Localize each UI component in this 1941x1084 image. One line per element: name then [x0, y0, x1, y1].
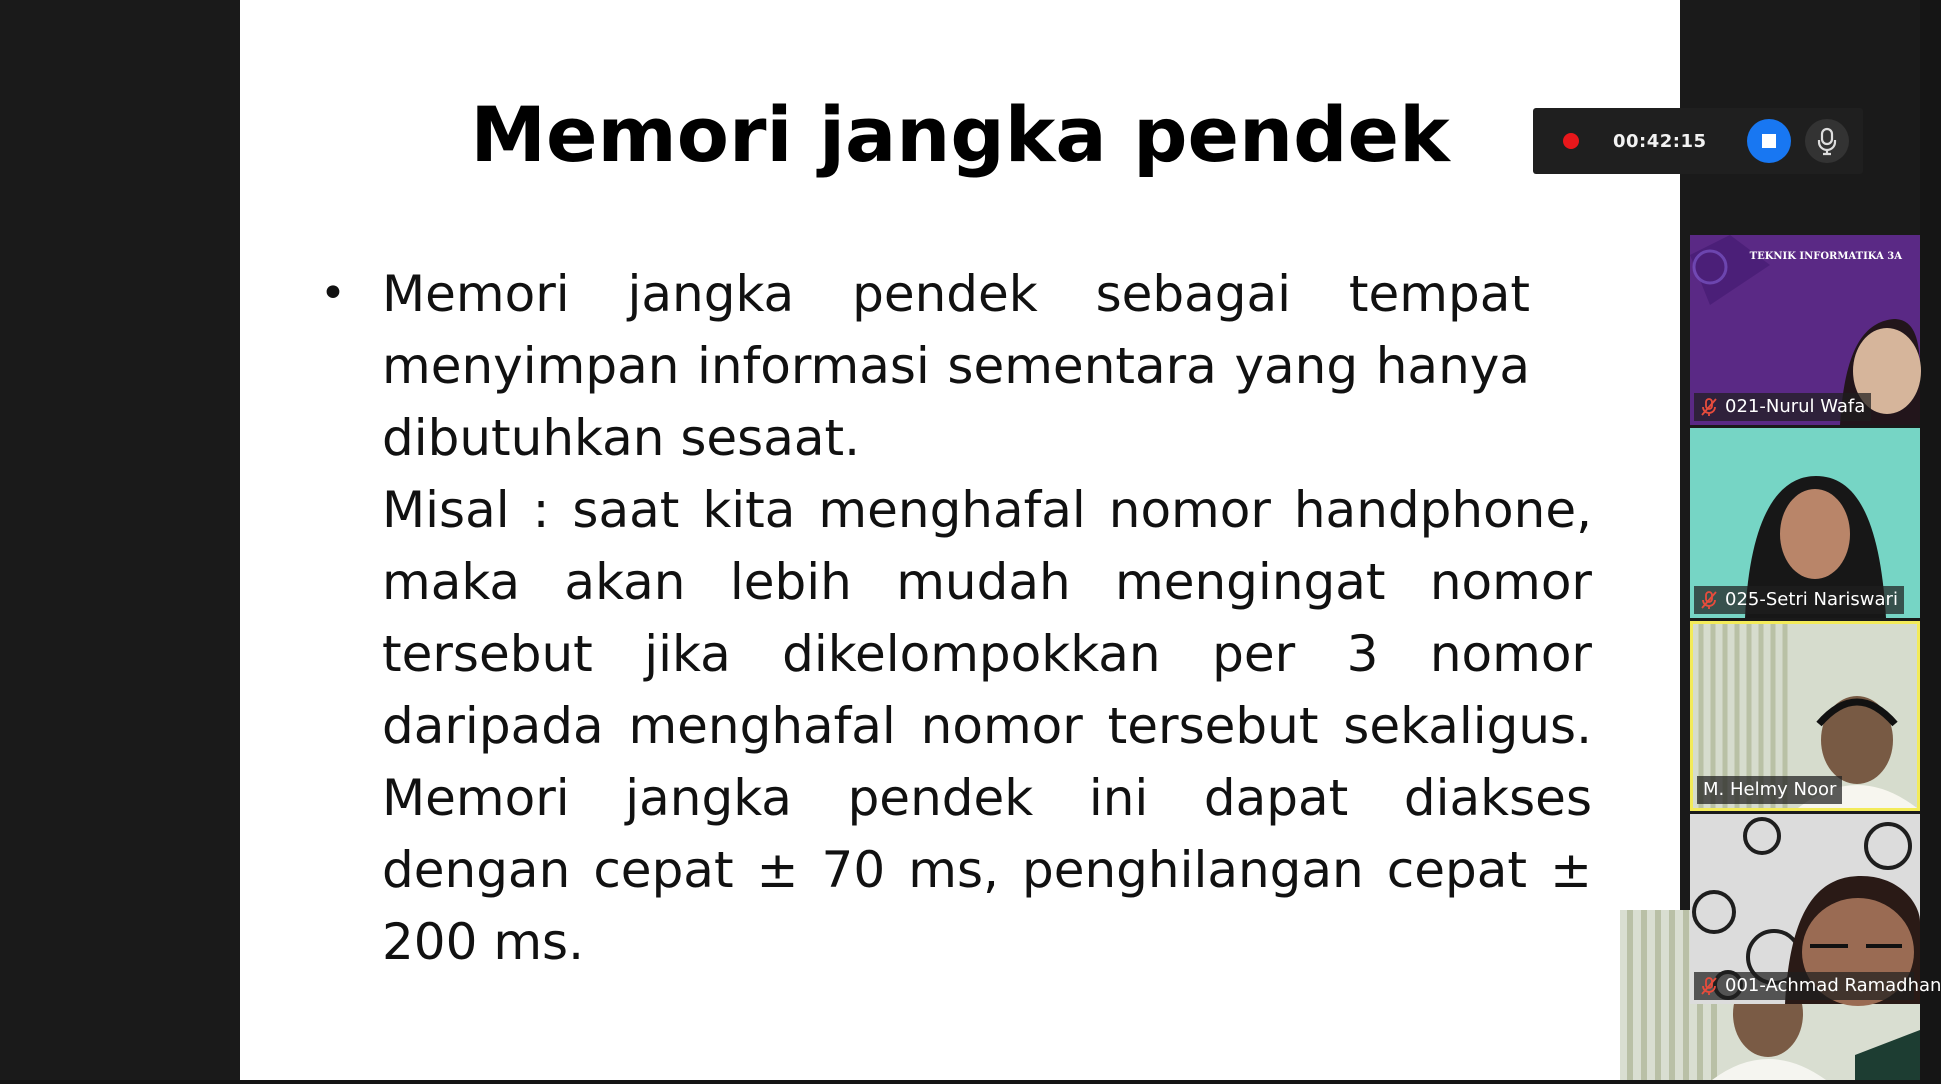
participant-name: M. Helmy Noor: [1703, 779, 1837, 800]
participant-name-label: [1697, 776, 1842, 804]
participant-tile-achmad[interactable]: [1690, 814, 1941, 1004]
participant-name-label: [1694, 393, 1871, 421]
microphone-button[interactable]: [1805, 119, 1849, 163]
slide-content: [320, 258, 1592, 978]
slide-title: Memori jangka pendek: [470, 90, 1450, 179]
participant-gallery: [1690, 235, 1941, 1000]
participant-name: 001-Achmad Ramadhan: [1725, 975, 1941, 996]
participant-tile-nurul[interactable]: [1690, 235, 1920, 425]
slide-paragraph-definition: Memori jangka pendek sebagai tempat menyimpan informasi sementara yang hanya dibutuhkan sesaat.: [382, 265, 1530, 467]
participant-name-label: [1694, 586, 1904, 614]
shared-slide: [240, 0, 1680, 1080]
recording-dot-icon: [1563, 133, 1579, 149]
participant-name: 021-Nurul Wafa: [1725, 396, 1866, 417]
stop-recording-button[interactable]: [1747, 119, 1791, 163]
microphone-icon: [1815, 127, 1839, 155]
stop-icon: [1762, 134, 1776, 148]
muted-microphone-icon: [1700, 976, 1718, 996]
bullet-item: [320, 258, 1530, 474]
muted-microphone-icon: [1700, 590, 1718, 610]
recording-toolbar: [1533, 108, 1863, 174]
participant-name-label: [1694, 972, 1941, 1000]
muted-microphone-icon: [1700, 397, 1718, 417]
participant-tile-setri[interactable]: [1690, 428, 1920, 618]
participant-tile-helmy[interactable]: [1690, 621, 1920, 811]
recording-timer: 00:42:15: [1613, 130, 1707, 152]
participant-name: 025-Setri Nariswari: [1725, 589, 1898, 610]
class-logo: TEKNIK INFORMATIKA 3A: [1749, 251, 1902, 262]
slide-paragraph-example: Misal : saat kita menghafal nomor handphone, maka akan lebih mudah mengingat nomor tersebut jika dikelompokkan per 3 nomor daripada menghafal nomor tersebut sekaligus. Memori jangka pendek ini dapat diakses dengan cepat ± 70 ms, penghilangan cepat ± 200 ms.: [382, 481, 1592, 971]
bullet-symbol: •: [320, 268, 346, 319]
